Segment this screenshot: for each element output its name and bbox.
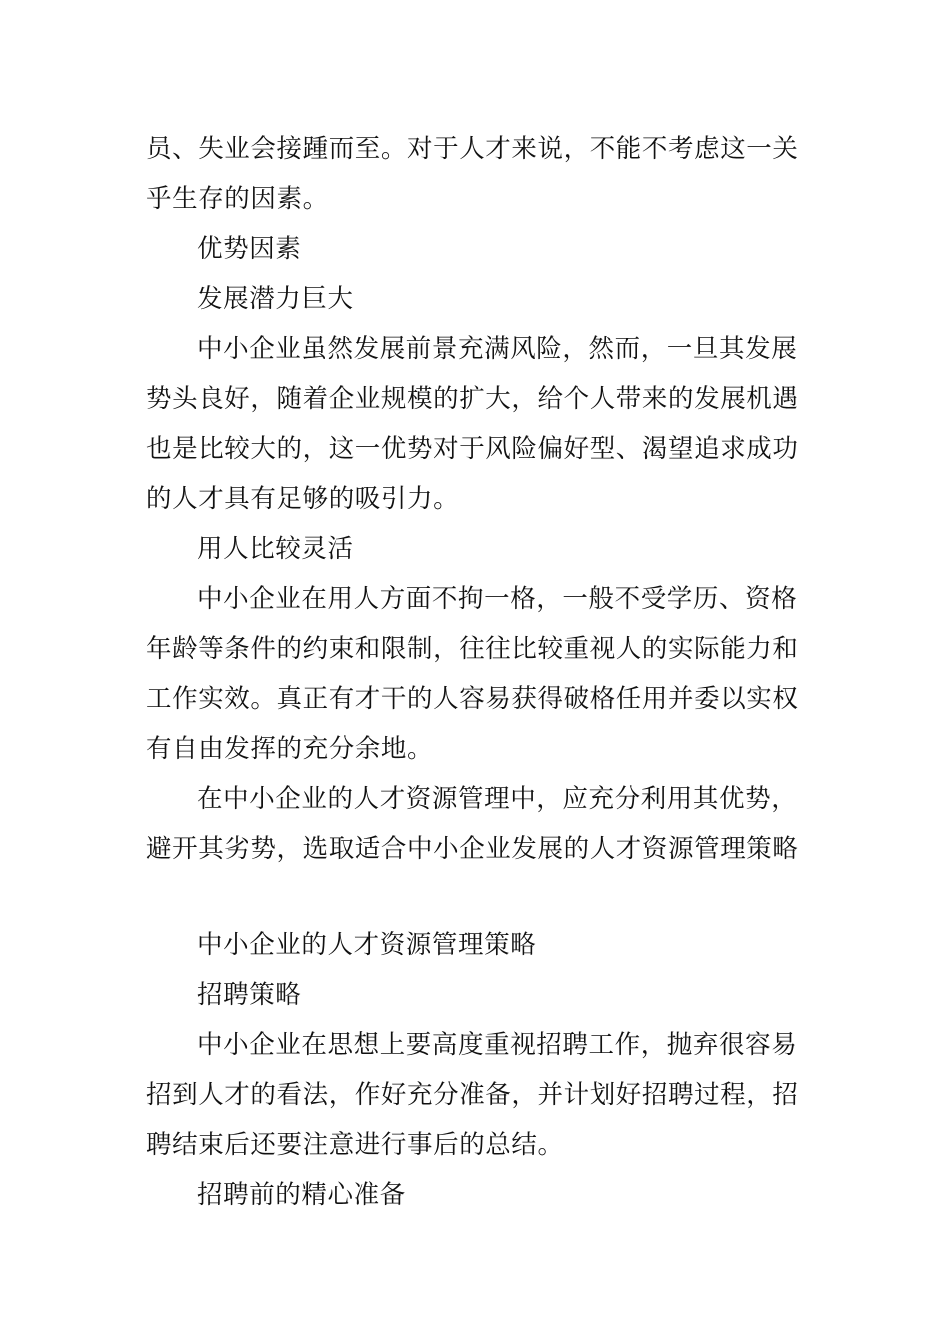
paragraph-line: 工作实效。真正有才干的人容易获得破格任用并委以实权 bbox=[146, 684, 799, 714]
paragraph-line: 也是比较大的，这一优势对于风险偏好型、渴望追求成功 bbox=[146, 434, 799, 464]
paragraph-line: 有自由发挥的充分余地。 bbox=[146, 734, 434, 764]
subsection-heading: 发展潜力巨大 bbox=[197, 284, 354, 314]
subsection-heading: 招聘策略 bbox=[197, 980, 302, 1010]
subsection-heading: 招聘前的精心准备 bbox=[197, 1180, 406, 1210]
paragraph-line: 年龄等条件的约束和限制，往往比较重视人的实际能力和 bbox=[146, 634, 799, 664]
paragraph-line: 避开其劣势，选取适合中小企业发展的人才资源管理策略 bbox=[146, 834, 799, 864]
paragraph-line: 员、失业会接踵而至。对于人才来说，不能不考虑这一关 bbox=[146, 134, 799, 164]
paragraph-line: 中小企业虽然发展前景充满风险，然而，一旦其发展 bbox=[197, 334, 798, 364]
paragraph-line: 聘结束后还要注意进行事后的总结。 bbox=[146, 1130, 564, 1160]
subsection-heading: 用人比较灵活 bbox=[197, 534, 354, 564]
section-heading: 中小企业的人才资源管理策略 bbox=[197, 930, 537, 960]
section-heading: 优势因素 bbox=[197, 234, 302, 264]
paragraph-line: 中小企业在用人方面不拘一格，一般不受学历、资格 bbox=[197, 584, 798, 614]
paragraph-line: 的人才具有足够的吸引力。 bbox=[146, 484, 460, 514]
paragraph-line: 招到人才的看法，作好充分准备，并计划好招聘过程，招 bbox=[146, 1080, 799, 1110]
paragraph-line: 乎生存的因素。 bbox=[146, 184, 329, 214]
paragraph-line: 势头良好，随着企业规模的扩大，给个人带来的发展机遇 bbox=[146, 384, 799, 414]
paragraph-line: 中小企业在思想上要高度重视招聘工作，抛弃很容易 bbox=[197, 1030, 798, 1060]
paragraph-line: 在中小企业的人才资源管理中，应充分利用其优势， bbox=[197, 784, 798, 814]
